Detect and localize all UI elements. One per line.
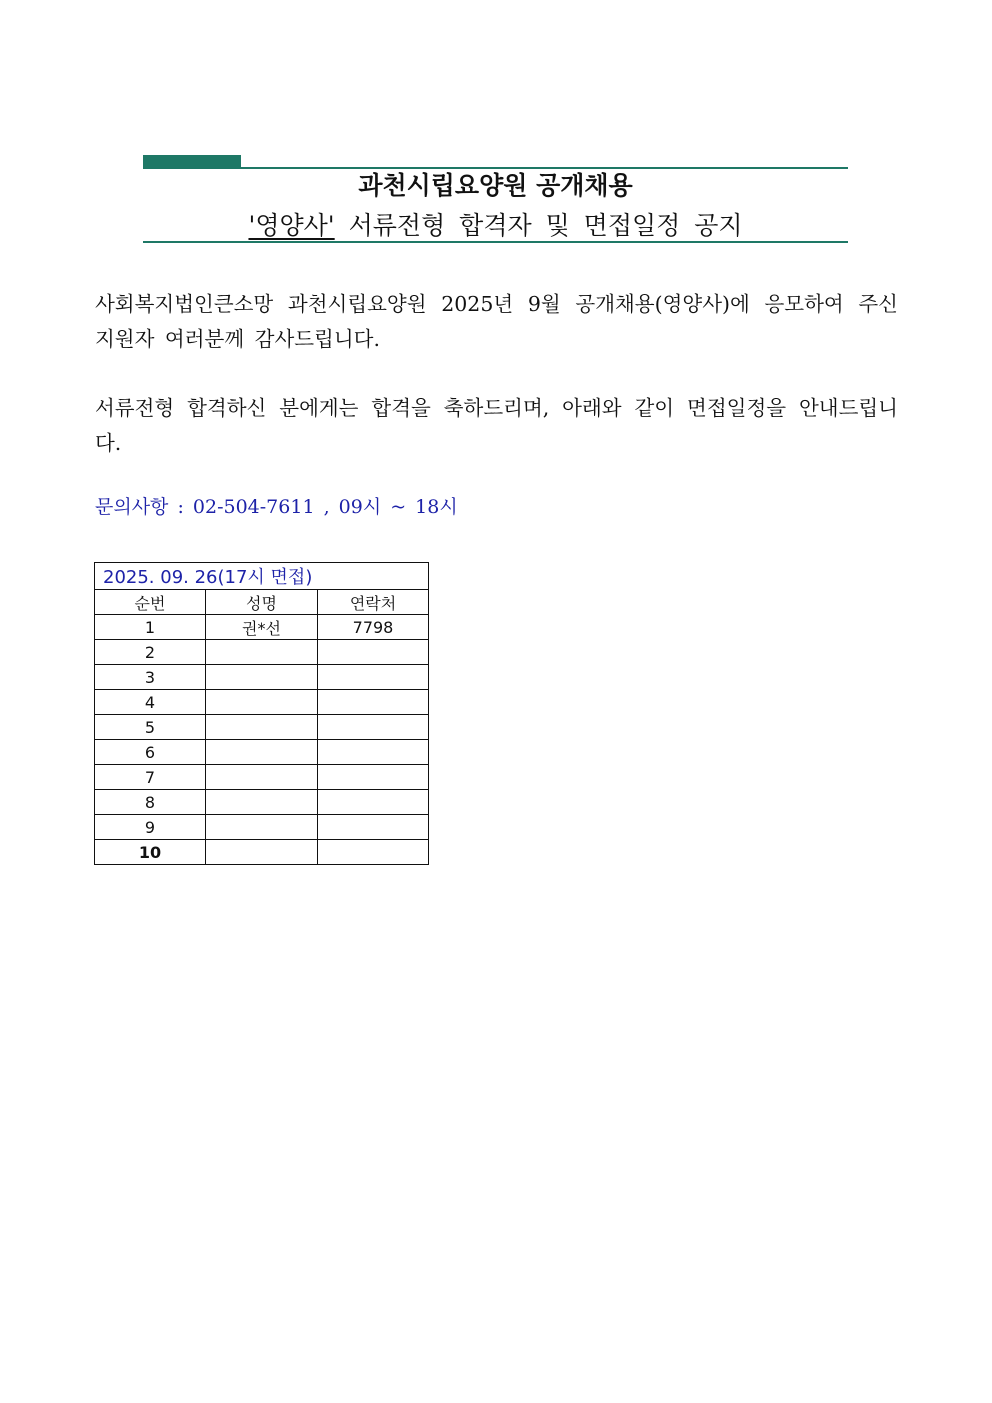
table-header-row	[95, 590, 429, 615]
row-contact	[318, 715, 429, 740]
row-contact	[318, 640, 429, 665]
table-row	[95, 840, 429, 865]
row-number: 2	[95, 640, 206, 665]
table-row	[95, 615, 429, 640]
row-number: 1	[95, 615, 206, 640]
row-contact	[318, 790, 429, 815]
row-name: 권*선	[206, 615, 318, 640]
row-name	[206, 665, 318, 690]
row-name	[206, 640, 318, 665]
date-caption-row	[95, 563, 429, 590]
notice-header	[143, 155, 848, 245]
row-name	[206, 815, 318, 840]
row-contact	[318, 765, 429, 790]
table-row	[95, 815, 429, 840]
table-row	[95, 665, 429, 690]
row-number: 10	[95, 840, 206, 865]
interview-schedule-table	[94, 562, 429, 865]
row-contact: 7798	[318, 615, 429, 640]
table-row	[95, 715, 429, 740]
table-row	[95, 640, 429, 665]
row-name	[206, 715, 318, 740]
row-name	[206, 790, 318, 815]
column-header-name: 성명	[206, 590, 318, 615]
row-number: 5	[95, 715, 206, 740]
row-name	[206, 765, 318, 790]
row-contact	[318, 840, 429, 865]
row-number: 3	[95, 665, 206, 690]
subtitle-text: 서류전형 합격자 및 면접일정 공지	[348, 211, 743, 240]
row-name	[206, 740, 318, 765]
contact-info: 문의사항 : 02-504-7611 , 09시 ~ 18시	[95, 496, 458, 518]
row-number: 4	[95, 690, 206, 715]
header-accent-bar	[143, 155, 241, 167]
header-top-rule	[143, 167, 848, 169]
table-row	[95, 690, 429, 715]
page-subtitle	[143, 211, 848, 241]
table-row	[95, 740, 429, 765]
row-number: 7	[95, 765, 206, 790]
column-header-number: 순번	[95, 590, 206, 615]
congrats-paragraph: 서류전형 합격하신 분에게는 합격을 축하드리며, 아래와 같이 면접일정을 안내드립니다.	[95, 396, 898, 455]
row-name	[206, 690, 318, 715]
row-number: 6	[95, 740, 206, 765]
row-number: 8	[95, 790, 206, 815]
interview-date: 2025. 09. 26(17시 면접)	[95, 563, 429, 590]
column-header-contact: 연락처	[318, 590, 429, 615]
table-row	[95, 790, 429, 815]
table-row	[95, 765, 429, 790]
row-contact	[318, 690, 429, 715]
header-bottom-rule	[143, 241, 848, 243]
row-name	[206, 840, 318, 865]
page-title: 과천시립요양원 공개채용	[358, 171, 633, 200]
job-title: '영양사'	[248, 211, 335, 240]
intro-paragraph: 사회복지법인큰소망 과천시립요양원 2025년 9월 공개채용(영양사)에 응모하여 주신 지원자 여러분께 감사드립니다.	[95, 292, 898, 351]
row-contact	[318, 740, 429, 765]
row-number: 9	[95, 815, 206, 840]
row-contact	[318, 665, 429, 690]
row-contact	[318, 815, 429, 840]
